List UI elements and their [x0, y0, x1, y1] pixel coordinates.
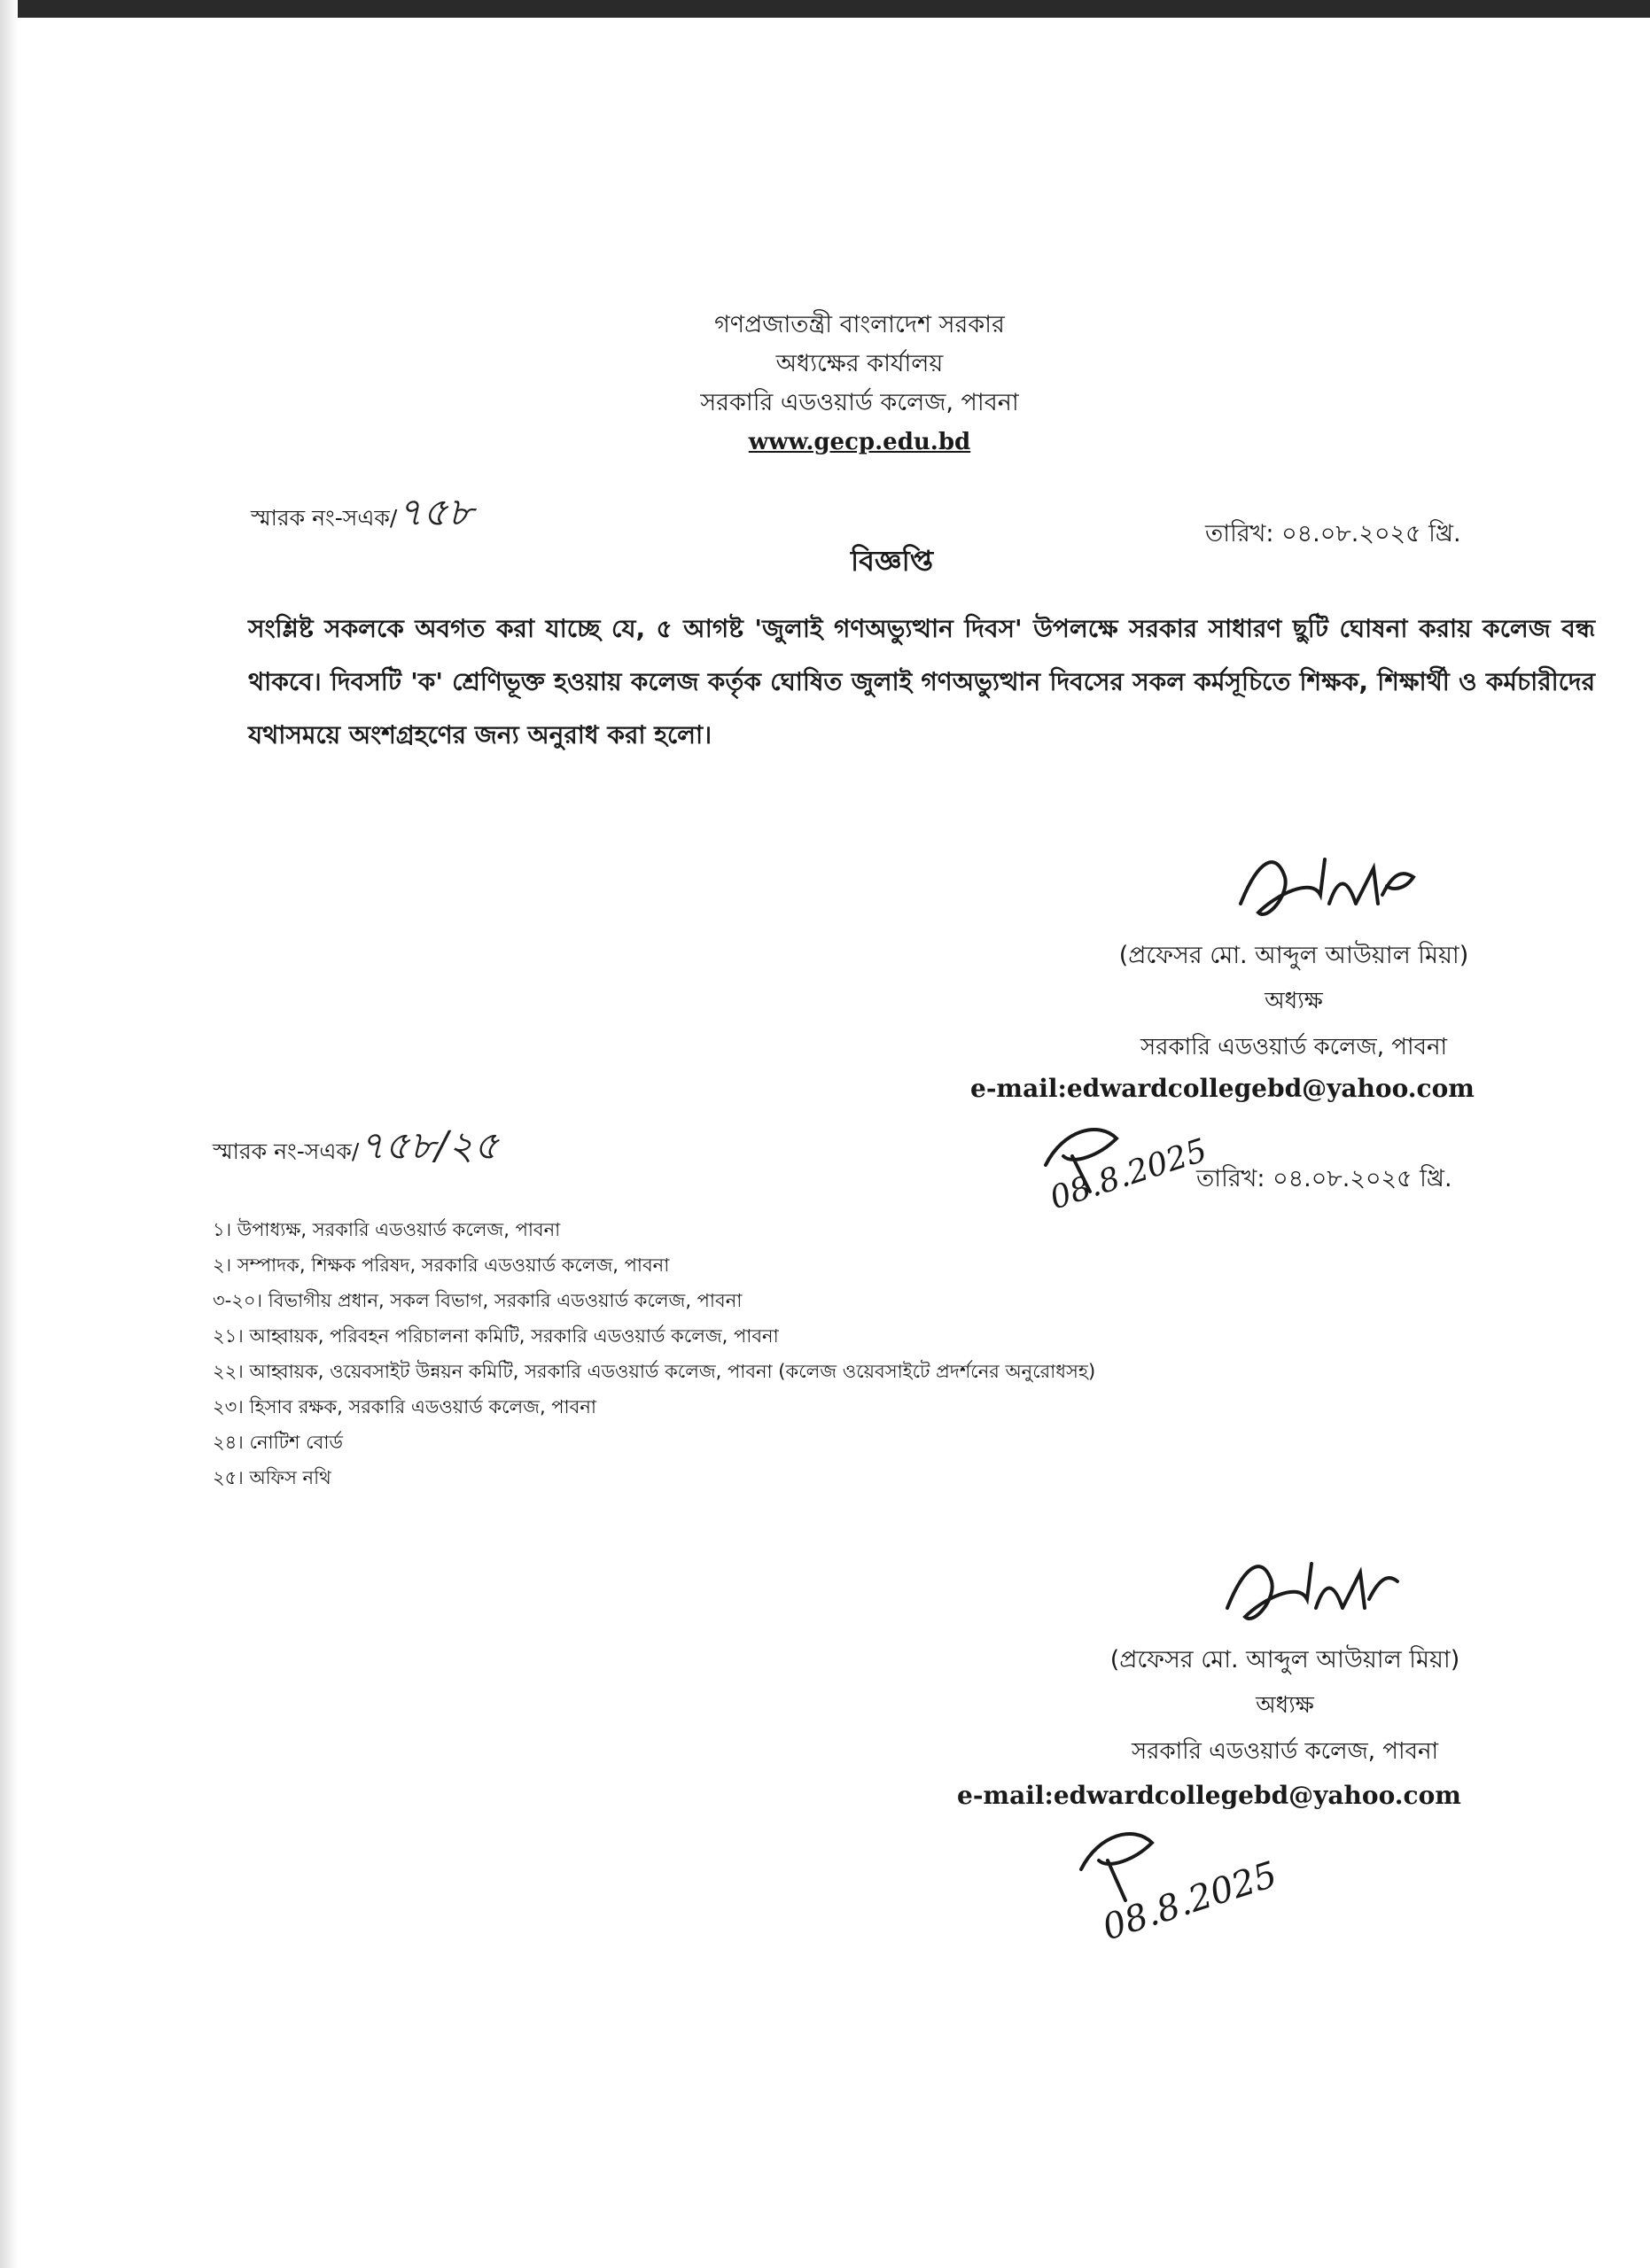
- memo-number-2: [213, 1116, 499, 1181]
- memo-handwritten-number: ৭৫৮/২৫: [359, 1123, 499, 1169]
- distribution-item: ২৫। অফিস নথি: [213, 1467, 331, 1488]
- distribution-item: ২। সম্পাদক, শিক্ষক পরিষদ, সরকারি এডওয়ার্ড কলেজ, পাবনা: [213, 1254, 670, 1276]
- signatory-name: (প্রফেসর মো. আব্দুল আউয়াল মিয়া): [1109, 1646, 1460, 1674]
- signature-block-2: [1037, 1642, 1533, 1772]
- distribution-item: ২৩। হিসাব রক্ষক, সরকারি এডওয়ার্ড কলেজ, পাবনা: [213, 1396, 596, 1418]
- signature-2: [1210, 1542, 1405, 1639]
- memo-handwritten-number: ৭৫৮: [397, 490, 473, 535]
- initials-date-1: [1037, 1121, 1214, 1218]
- signatory-designation: অধ্যক্ষ: [1265, 988, 1323, 1014]
- memo-label: স্মারক নং-সএক/: [251, 505, 398, 531]
- distribution-list: [213, 1212, 1095, 1495]
- signature-block-1: [1046, 937, 1542, 1068]
- signature-1: [1223, 842, 1427, 939]
- website-link[interactable]: www.gecp.edu.bd: [748, 429, 971, 455]
- initials-date-2: [1063, 1816, 1294, 1949]
- scan-border-top: [0, 0, 1650, 18]
- scan-border-left: [0, 0, 18, 2268]
- signatory-email[interactable]: e-mail:edwardcollegebd@yahoo.com: [970, 1074, 1475, 1103]
- distribution-item: ২১। আহ্বায়ক, পরিবহন পরিচালনা কমিটি, সরকারি এডওয়ার্ড কলেজ, পাবনা: [213, 1325, 779, 1347]
- notice-body: সংশ্লিষ্ট সকলকে অবগত করা যাচ্ছে যে, ৫ আগষ্ট 'জুলাই গণঅভ্যুত্থান দিবস' উপলক্ষে সরকার সাধারণ ছুটি ঘোষনা করায় কলেজ বন্ধ থাকবে। দিবসটি 'ক' শ্রেণিভূক্ত হওয়ায় কলেজ কর্তৃক ঘোষিত জুলাই গণঅভ্যুত্থান দিবসের সকল কর্মসূচিতে শিক্ষক, শিক্ষার্থী ও কর্মচারীদের যথাসময়ে অংশগ্রহণের জন্য অনুরাধ করা হলো।: [248, 614, 1595, 750]
- handwritten-date: 08.8.2025: [1097, 1853, 1282, 1949]
- distribution-item: ২৪। নোটিশ বোর্ড: [213, 1432, 343, 1453]
- distribution-item: ২২। আহ্বায়ক, ওয়েবসাইট উন্নয়ন কমিটি, সরকারি এডওয়ার্ড কলেজ, পাবনা (কলেজ ওয়েবসাইটে প্রদর্শনের অনুরোধসহ): [213, 1361, 1096, 1382]
- college-name: সরকারি এডওয়ার্ড কলেজ, পাবনা: [700, 389, 1019, 416]
- memo-number-1: [251, 483, 473, 548]
- distribution-item: ১। উপাধ্যক্ষ, সরকারি এডওয়ার্ড কলেজ, পাবনা: [213, 1219, 561, 1240]
- notice-title: বিজ্ঞপ্তি: [851, 544, 934, 578]
- signatory-name: (প্রফেসর মো. আব্দুল আউয়াল মিয়া): [1118, 942, 1469, 969]
- handwritten-date: 08.8.2025: [1046, 1131, 1212, 1217]
- signatory-email[interactable]: e-mail:edwardcollegebd@yahoo.com: [957, 1781, 1461, 1810]
- signatory-college: সরকারি এডওয়ার্ড কলেজ, পাবনা: [1140, 1034, 1448, 1060]
- signatory-designation: অধ্যক্ষ: [1256, 1692, 1314, 1719]
- letterhead: [620, 306, 1099, 462]
- govt-name: গণপ্রজাতন্ত্রী বাংলাদেশ সরকার: [714, 311, 1005, 338]
- memo-label: স্মারক নং-সএক/: [213, 1138, 360, 1164]
- distribution-item: ৩-২০। বিভাগীয় প্রধান, সকল বিভাগ, সরকারি এডওয়ার্ড কলেজ, পাবনা: [213, 1290, 743, 1311]
- memo-date-1: তারিখ: ০৪.০৮.২০২৫ খ্রি.: [1205, 520, 1461, 548]
- office-name: অধ্যক্ষের কার্যালয়: [775, 350, 944, 377]
- memo-date-2: তারিখ: ০৪.০৮.২০২৫ খ্রি.: [1196, 1165, 1452, 1192]
- signatory-college: সরকারি এডওয়ার্ড কলেজ, পাবনা: [1131, 1738, 1439, 1765]
